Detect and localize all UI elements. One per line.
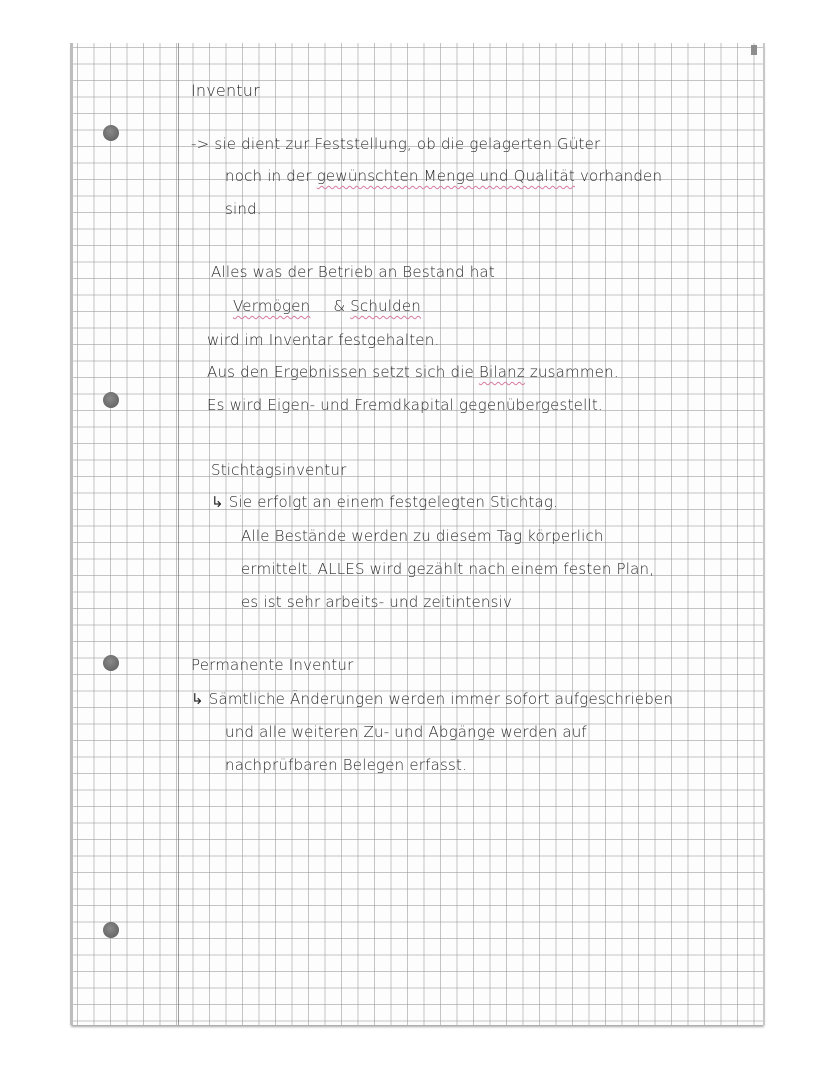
- graph-paper-sheet: [70, 43, 765, 1025]
- punch-hole-icon: [103, 922, 119, 938]
- stichtag-line-4: es ist sehr arbeits- und zeitintensiv: [241, 593, 513, 611]
- highlight-menge-qualitaet: gewünschten Menge und Qualität: [316, 167, 575, 185]
- ampersand: &: [333, 297, 346, 315]
- margin-line: [178, 43, 179, 1025]
- arrow-icon: ->: [191, 135, 210, 153]
- intro-text-2b: vorhanden: [574, 167, 663, 185]
- permanent-heading: Permanente Inventur: [191, 656, 354, 674]
- bilanz-text-4a: Aus den Ergebnissen setzt sich die: [207, 363, 479, 381]
- stichtag-line-2: Alle Bestände werden zu diesem Tag körperlich: [241, 527, 604, 545]
- term-vermoegen: Vermögen: [233, 297, 311, 315]
- intro-line-2: [225, 167, 662, 185]
- permanent-line-3: nachprüfbaren Belegen erfasst.: [225, 756, 468, 774]
- stichtag-line-1: [211, 493, 558, 511]
- term-schulden: Schulden: [350, 297, 422, 315]
- intro-line-1: [191, 135, 600, 153]
- permanent-line-2: und alle weiteren Zu- und Abgänge werden auf: [225, 723, 587, 741]
- bilanz-line-5: Es wird Eigen- und Fremdkapital gegenübergestellt.: [207, 396, 603, 414]
- stichtag-line-3: ermittelt. ALLES wird gezählt nach einem festen Plan,: [241, 560, 655, 578]
- punch-hole-icon: [103, 392, 119, 408]
- intro-line-3: sind.: [225, 200, 262, 218]
- page-title: Inventur: [191, 81, 260, 100]
- stichtag-heading: Stichtagsinventur: [211, 461, 347, 479]
- corner-mark: [751, 45, 757, 55]
- permanent-text-1: Sämtliche Änderungen werden immer sofort aufgeschrieben: [208, 690, 674, 708]
- stichtag-text-1: Sie erfolgt an einem festgelegten Stichtag.: [228, 493, 559, 511]
- return-arrow-icon: ↳: [191, 690, 204, 708]
- intro-text-1: sie dient zur Feststellung, ob die gelagerten Güter: [214, 135, 601, 153]
- bilanz-line-2: [233, 297, 421, 315]
- permanent-line-1: [191, 690, 673, 708]
- bilanz-line-1: Alles was der Betrieb an Bestand hat: [211, 263, 495, 281]
- intro-text-2a: noch in der: [225, 167, 317, 185]
- punch-hole-icon: [103, 125, 119, 141]
- bilanz-line-4: [207, 363, 619, 381]
- return-arrow-icon: ↳: [211, 493, 224, 511]
- punch-hole-icon: [103, 655, 119, 671]
- highlight-bilanz: Bilanz: [478, 363, 525, 381]
- bilanz-text-4b: zusammen.: [524, 363, 619, 381]
- bilanz-line-3: wird im Inventar festgehalten.: [207, 331, 440, 349]
